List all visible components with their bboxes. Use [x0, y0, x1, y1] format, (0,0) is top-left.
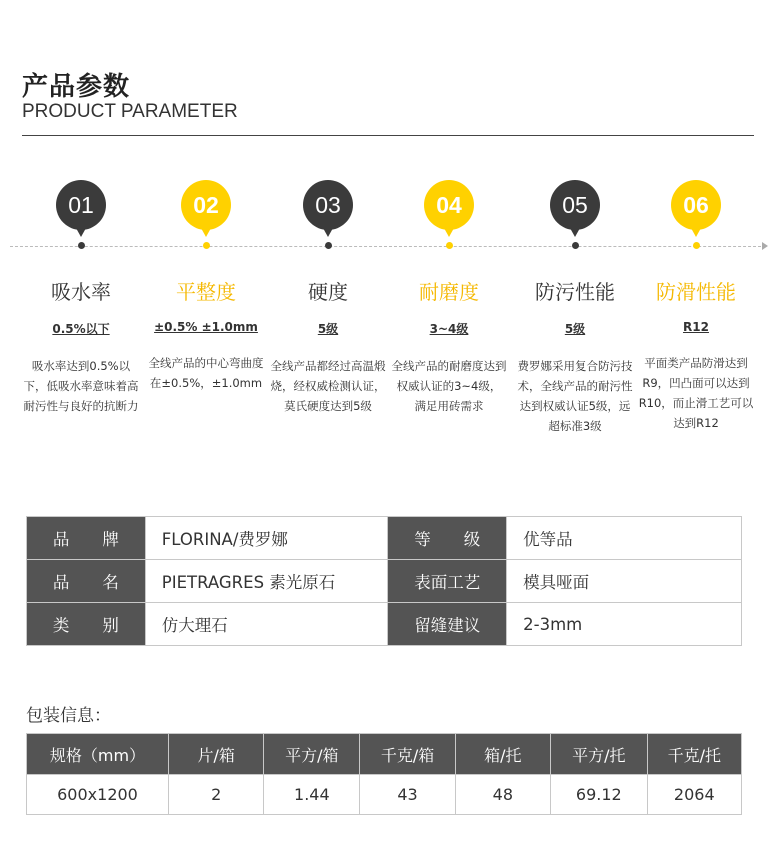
column-header: 片/箱: [168, 734, 263, 775]
timeline-dot: [78, 242, 85, 249]
feature-name: 硬度: [308, 280, 348, 304]
packing-title: 包装信息：: [26, 706, 111, 726]
spec-label: 品 牌: [27, 517, 146, 560]
timeline-dot: [693, 242, 700, 249]
feature-value: 5级: [564, 322, 586, 336]
feature-description: 全线产品都经过高温煅烧，经权威检测认证，莫氏硬度达到5级: [270, 359, 386, 413]
feature-number-badge: 01: [56, 180, 106, 230]
spec-value: 优等品: [507, 517, 742, 560]
feature-value: 5级: [317, 322, 339, 336]
feature-value: 3~4级: [429, 322, 469, 336]
feature-number-badge: 05: [550, 180, 600, 230]
feature-stain-resistance: [515, 180, 635, 436]
spec-value: 仿大理石: [145, 603, 388, 646]
spec-label: 类 别: [27, 603, 146, 646]
table-row: [27, 517, 742, 560]
feature-slip-resistance: [636, 180, 756, 433]
table-cell: 2: [168, 775, 263, 815]
column-header: 规格（mm）: [27, 734, 169, 775]
feature-flatness: [146, 180, 266, 393]
title-divider: [22, 135, 754, 136]
feature-hardness: [268, 180, 388, 416]
spec-value: FLORINA/费罗娜: [145, 517, 388, 560]
table-cell: 2064: [647, 775, 741, 815]
feature-value: 0.5%以下: [52, 322, 110, 336]
feature-name: 吸水率: [51, 280, 111, 304]
feature-description: 平面类产品防滑达到R9，凹凸面可以达到R10，而止滑工艺可以达到R12: [638, 356, 754, 430]
feature-number-badge: 02: [181, 180, 231, 230]
timeline-dot: [203, 242, 210, 249]
feature-description: 全线产品的耐磨度达到权威认证的3~4级，满足用砖需求: [391, 359, 507, 413]
column-header: 千克/托: [647, 734, 741, 775]
feature-water-absorption: [21, 180, 141, 416]
feature-wear-resistance: [389, 180, 509, 416]
timeline-dot: [325, 242, 332, 249]
page-title: 产品参数: [22, 72, 131, 102]
spec-label: 等 级: [388, 517, 507, 560]
table-row: [27, 560, 742, 603]
spec-label: 留缝建议: [388, 603, 507, 646]
feature-description: 全线产品的中心弯曲度在±0.5%，±1.0mm: [148, 356, 264, 390]
table-header-row: [27, 734, 742, 775]
column-header: 平方/托: [551, 734, 648, 775]
table-cell: 69.12: [551, 775, 648, 815]
column-header: 箱/托: [455, 734, 550, 775]
feature-value: R12: [683, 320, 709, 334]
column-header: 平方/箱: [264, 734, 360, 775]
feature-name: 平整度: [176, 280, 236, 304]
table-row: [27, 775, 742, 815]
table-cell: 48: [455, 775, 550, 815]
spec-label: 表面工艺: [388, 560, 507, 603]
feature-name: 防滑性能: [656, 280, 736, 304]
packing-table: [26, 733, 742, 815]
feature-description: 吸水率达到0.5%以下，低吸水率意味着高耐污性与良好的抗断力: [23, 359, 139, 413]
feature-number-badge: 03: [303, 180, 353, 230]
page-subtitle: PRODUCT PARAMETER: [22, 101, 238, 122]
spec-value: 模具哑面: [507, 560, 742, 603]
feature-description: 费罗娜采用复合防污技术，全线产品的耐污性达到权威认证5级，远超标准3级: [517, 359, 633, 433]
feature-value: ±0.5% ±1.0mm: [154, 320, 258, 334]
spec-label: 品 名: [27, 560, 146, 603]
feature-number-badge: 06: [671, 180, 721, 230]
timeline-dot: [572, 242, 579, 249]
feature-number-badge: 04: [424, 180, 474, 230]
table-cell: 1.44: [264, 775, 360, 815]
spec-value: 2-3mm: [507, 603, 742, 646]
table-row: [27, 603, 742, 646]
feature-name: 防污性能: [535, 280, 615, 304]
column-header: 千克/箱: [360, 734, 455, 775]
timeline-arrow-icon: [762, 242, 768, 250]
spec-table: [26, 516, 742, 646]
timeline-dot: [446, 242, 453, 249]
table-cell: 600x1200: [27, 775, 169, 815]
table-cell: 43: [360, 775, 455, 815]
feature-name: 耐磨度: [419, 280, 479, 304]
spec-value: PIETRAGRES 素光原石: [145, 560, 388, 603]
